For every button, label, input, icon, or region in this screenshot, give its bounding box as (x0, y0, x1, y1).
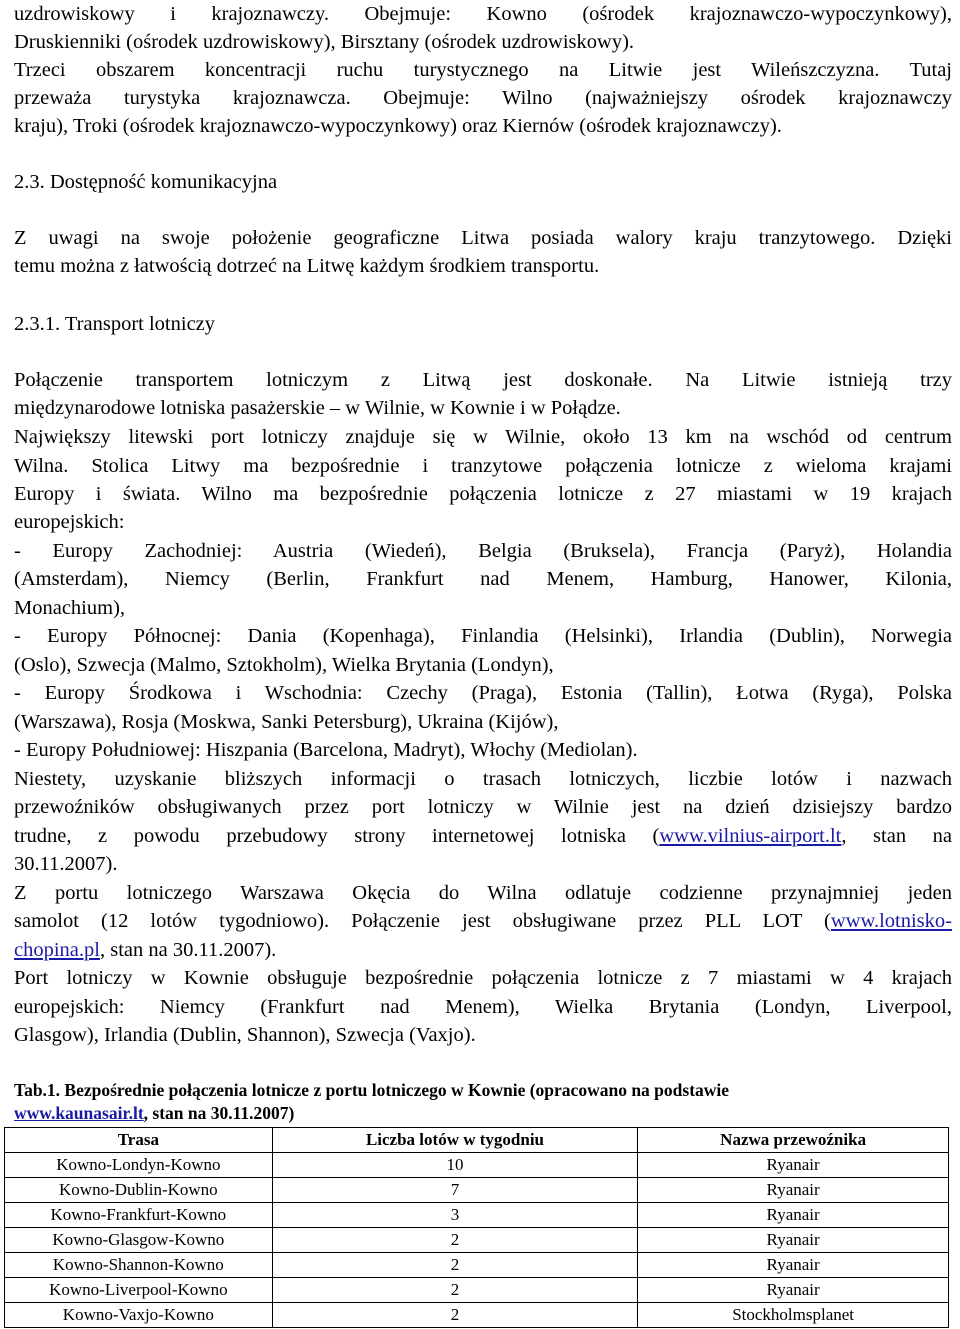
paragraph-line: Z portu lotniczego Warszawa Okęcia do Wilna odlatuje codzienne przynajmniej jeden (14, 882, 952, 904)
cell-flights: 2 (272, 1278, 638, 1303)
cell-flights: 2 (272, 1228, 638, 1253)
cell-route: Kowno-Frankfurt-Kowno (5, 1203, 273, 1228)
paragraph-line: Port lotniczy w Kownie obsługuje bezpośrednie połączenia lotnicze z 7 miastami w 4 krajach (14, 967, 952, 989)
paragraph-line: europejskich: Niemcy (Frankfurt nad Menem), Wielka Brytania (Londyn, Liverpool, (14, 996, 952, 1018)
cell-carrier: Ryanair (638, 1278, 949, 1303)
cell-flights: 10 (272, 1153, 638, 1178)
paragraph-line: Największy litewski port lotniczy znajduje się w Wilnie, około 13 km na wschód od centrum (14, 426, 952, 448)
cell-route: Kowno-Vaxjo-Kowno (5, 1303, 273, 1328)
paragraph-line: Europy i świata. Wilno ma bezpośrednie połączenia lotnicze z 27 miastami w 19 krajach (14, 483, 952, 505)
subsection-heading: 2.3.1. Transport lotniczy (14, 313, 216, 335)
header-flights-per-week: Liczba lotów w tygodniu (272, 1128, 638, 1153)
cell-flights: 7 (272, 1178, 638, 1203)
cell-carrier: Stockholmsplanet (638, 1303, 949, 1328)
table-row (5, 1253, 949, 1278)
list-line: - Europy Zachodniej: Austria (Wiedeń), Belgia (Bruksela), Francja (Paryż), Holandia (14, 540, 952, 562)
table-row (5, 1203, 949, 1228)
paragraph-line: uzdrowiskowy i krajoznawczy. Obejmuje: Kowno (ośrodek krajoznawczo-wypoczynkowy), (14, 3, 952, 25)
line-text: , stan na 30.11.2007). (99, 939, 277, 961)
list-line: - Europy Południowej: Hiszpania (Barcelona, Madryt), Włochy (Mediolan). (14, 739, 638, 761)
caption-text: , stan na 30.11.2007) (143, 1103, 295, 1123)
list-line: - Europy Środkowa i Wschodnia: Czechy (Praga), Estonia (Tallin), Łotwa (Ryga), Polska (14, 682, 952, 704)
cell-route: Kowno-Shannon-Kowno (5, 1253, 273, 1278)
cell-flights: 3 (272, 1203, 638, 1228)
table-caption: Tab.1. Bezpośrednie połączenia lotnicze z portu lotniczego w Kownie (opracowano na podstawie (14, 1080, 730, 1100)
cell-carrier: Ryanair (638, 1253, 949, 1278)
cell-carrier: Ryanair (638, 1203, 949, 1228)
table-row (5, 1303, 949, 1328)
paragraph-line: europejskich: (14, 511, 125, 533)
cell-flights: 2 (272, 1303, 638, 1328)
line-text: trudne, z powodu przebudowy strony internetowej lotniska ( (14, 825, 660, 847)
cell-route: Kowno-Glasgow-Kowno (5, 1228, 273, 1253)
paragraph-line: Glasgow), Irlandia (Dublin, Shannon), Szwecja (Vaxjo). (14, 1024, 476, 1046)
lotnisko-chopina-link-cont[interactable]: chopina.pl (14, 939, 100, 961)
cell-carrier: Ryanair (638, 1153, 949, 1178)
paragraph-line: Połączenie transportem lotniczym z Litwą jest doskonałe. Na Litwie istnieją trzy (14, 369, 952, 391)
list-line: (Amsterdam), Niemcy (Berlin, Frankfurt nad Menem, Hamburg, Hanower, Kilonia, (14, 568, 952, 590)
lotnisko-chopina-link[interactable]: www.lotnisko- (830, 910, 952, 932)
paragraph-line: Z uwagi na swoje położenie geograficzne Litwa posiada walory kraju tranzytowego. Dzięki (14, 227, 952, 249)
paragraph-line: Trzeci obszarem koncentracji ruchu turystycznego na Litwie jest Wileńszczyzna. Tutaj (14, 59, 952, 81)
section-heading: 2.3. Dostępność komunikacyjna (14, 171, 278, 193)
flights-table (4, 1127, 949, 1328)
cell-carrier: Ryanair (638, 1228, 949, 1253)
table-header-row (5, 1128, 949, 1153)
list-line: (Oslo), Szwecja (Malmo, Sztokholm), Wielka Brytania (Londyn), (14, 654, 554, 676)
table-row (5, 1278, 949, 1303)
paragraph-line: międzynarodowe lotniska pasażerskie – w Wilnie, w Kownie i w Połądze. (14, 397, 621, 419)
paragraph-line: przewoźników obsługiwanych przez port lotniczy w Wilnie jest na dzień dzisiejszy bardzo (14, 796, 952, 818)
table-row (5, 1178, 949, 1203)
list-line: (Warszawa), Rosja (Moskwa, Sanki Petersburg), Ukraina (Kijów), (14, 711, 559, 733)
table-caption-cont (14, 1101, 952, 1125)
list-line: - Europy Północnej: Dania (Kopenhaga), Finlandia (Helsinki), Irlandia (Dublin), Norwegia (14, 625, 952, 647)
list-line: Monachium), (14, 597, 126, 619)
line-text: samolot (12 lotów tygodniowo). Połączenie jest obsługiwane przez PLL LOT ( (14, 910, 831, 932)
paragraph-line: przeważa turystyka krajoznawcza. Obejmuje: Wilno (najważniejszy ośrodek krajoznawczy (14, 87, 952, 109)
paragraph-line: Wilna. Stolica Litwy ma bezpośrednie i tranzytowe połączenia lotnicze z wieloma krajami (14, 455, 952, 477)
vilnius-airport-link[interactable]: www.vilnius-airport.lt (659, 825, 842, 847)
table-row (5, 1153, 949, 1178)
paragraph-line (14, 822, 952, 850)
cell-route: Kowno-Dublin-Kowno (5, 1178, 273, 1203)
paragraph-line (14, 936, 952, 964)
paragraph-line: 30.11.2007). (14, 853, 118, 875)
paragraph-line: Niestety, uzyskanie bliższych informacji o trasach lotniczych, liczbie lotów i nazwach (14, 768, 952, 790)
header-carrier: Nazwa przewoźnika (638, 1128, 949, 1153)
paragraph-line (14, 907, 952, 935)
paragraph-line: temu można z łatwością dotrzeć na Litwę każdym środkiem transportu. (14, 255, 600, 277)
cell-route: Kowno-Londyn-Kowno (5, 1153, 273, 1178)
line-text: , stan na (841, 825, 952, 847)
table-row (5, 1228, 949, 1253)
cell-route: Kowno-Liverpool-Kowno (5, 1278, 273, 1303)
cell-flights: 2 (272, 1253, 638, 1278)
header-route: Trasa (5, 1128, 273, 1153)
cell-carrier: Ryanair (638, 1178, 949, 1203)
kaunasair-link[interactable]: www.kaunasair.lt (14, 1103, 144, 1123)
paragraph-line: kraju), Troki (ośrodek krajoznawczo-wypoczynkowy) oraz Kiernów (ośrodek krajoznawczy). (14, 115, 782, 137)
paragraph-line: Druskienniki (ośrodek uzdrowiskowy), Birsztany (ośrodek uzdrowiskowy). (14, 31, 635, 53)
